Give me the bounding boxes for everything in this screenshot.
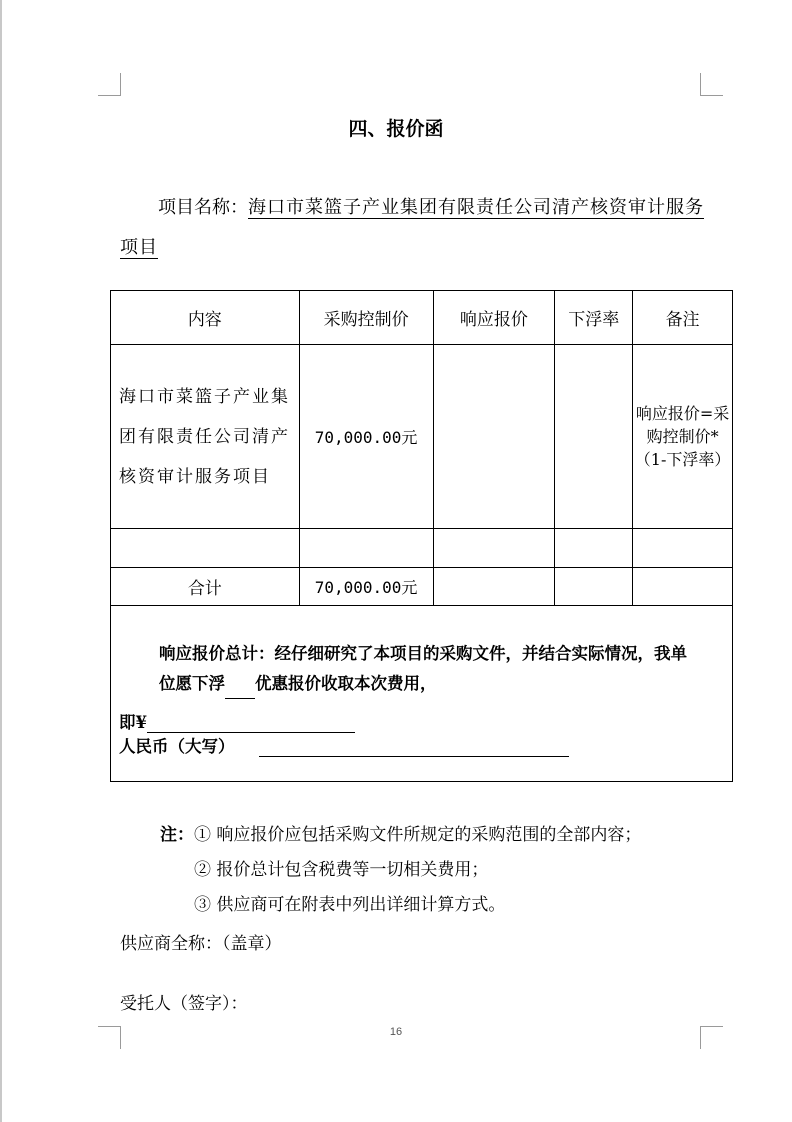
note-item-2: ② 报价总计包含税费等一切相关费用；	[194, 860, 489, 880]
empty-cell[interactable]	[433, 529, 555, 568]
empty-cell[interactable]	[555, 529, 633, 568]
discount-blank[interactable]	[225, 680, 255, 699]
total-label: 合计	[111, 568, 300, 606]
empty-cell[interactable]	[111, 529, 300, 568]
amount-line	[119, 709, 355, 733]
table-header-row	[111, 291, 733, 345]
amount-label: 即¥	[119, 713, 147, 732]
crop-mark-top-left	[98, 73, 121, 96]
summary-text-part1: 响应报价总计：经仔细研究了本项目的采购文件，并结合实际情况，我单位愿下浮	[159, 644, 687, 693]
note-line-1	[160, 818, 641, 853]
table-row	[111, 345, 733, 529]
rmb-blank[interactable]	[259, 738, 569, 757]
header-discount-rate: 下浮率	[555, 291, 633, 345]
note-item-3: ③ 供应商可在附表中列出详细计算方式。	[194, 895, 506, 915]
rmb-label: 人民币（大写）	[119, 737, 235, 756]
total-response-price[interactable]	[433, 568, 555, 606]
agent-signature-label: 受托人（签字）：	[120, 994, 248, 1014]
total-discount-rate[interactable]	[555, 568, 633, 606]
notes-section	[160, 818, 641, 923]
project-name-value: 海口市菜篮子产业集团有限责任公司清产核资审计服务项目	[120, 197, 704, 258]
note-cell: 响应报价=采购控制价*（1-下浮率）	[633, 345, 733, 529]
project-name-line	[120, 188, 710, 268]
quote-table	[110, 290, 733, 606]
header-control-price: 采购控制价	[299, 291, 433, 345]
summary-text-part2: 优惠报价收取本次费用，	[255, 674, 437, 693]
empty-cell[interactable]	[299, 529, 433, 568]
note-item-1: ① 响应报价应包括采购文件所规定的采购范围的全部内容；	[194, 825, 642, 845]
table-row-empty	[111, 529, 733, 568]
empty-cell[interactable]	[633, 529, 733, 568]
header-note: 备注	[633, 291, 733, 345]
supplier-name-label: 供应商全称：（盖章）	[120, 934, 282, 954]
header-content: 内容	[111, 291, 300, 345]
table-total-row	[111, 568, 733, 606]
summary-text	[159, 639, 699, 699]
page-left-edge	[0, 0, 2, 1122]
discount-rate-cell[interactable]	[555, 345, 633, 529]
item-content-cell: 海口市菜篮子产业集团有限责任公司清产核资审计服务项目	[111, 345, 300, 529]
summary-box	[110, 605, 733, 782]
page-number: 16	[389, 1026, 403, 1038]
amount-blank[interactable]	[147, 714, 355, 733]
total-note[interactable]	[633, 568, 733, 606]
notes-prefix: 注：	[160, 825, 194, 845]
project-name-label: 项目名称：	[158, 197, 248, 218]
page-title: 四、报价函	[348, 118, 444, 140]
crop-mark-top-right	[700, 73, 723, 96]
total-control-price: 70,000.00元	[299, 568, 433, 606]
response-price-cell[interactable]	[433, 345, 555, 529]
control-price-cell: 70,000.00元	[299, 345, 433, 529]
header-response-price: 响应报价	[433, 291, 555, 345]
rmb-line	[119, 733, 569, 757]
